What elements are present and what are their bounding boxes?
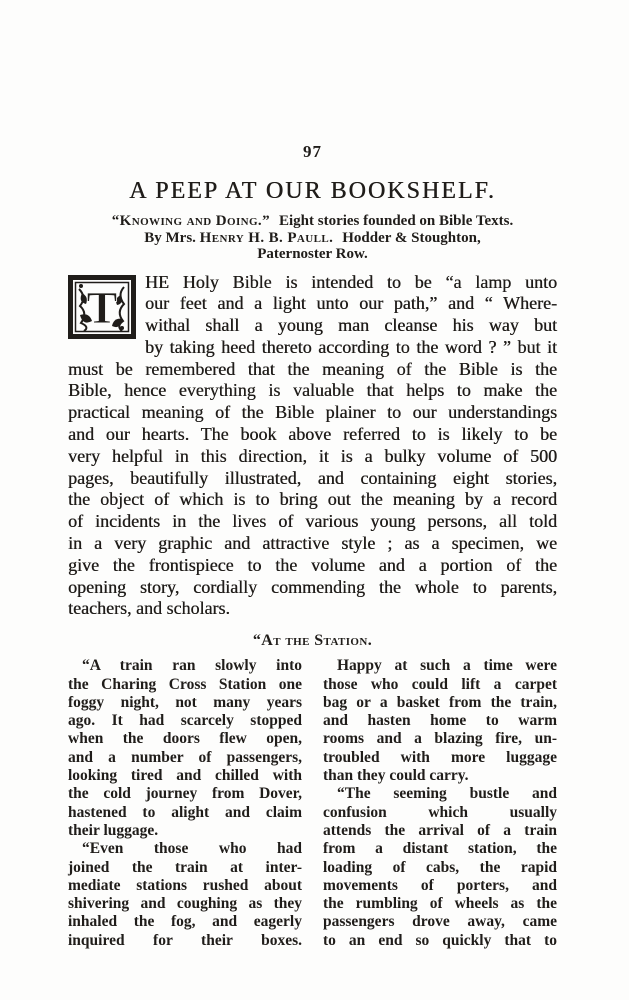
text-line: Bible, hence everything is valuable that helps to make the xyxy=(68,380,557,401)
text-line: passengers drove away, came xyxy=(323,913,557,931)
author-name: Henry H. B. Paull. xyxy=(199,229,334,246)
text-line: loading of cabs, the rapid xyxy=(323,858,557,876)
text-line: of incidents in the lives of various young persons, all told xyxy=(68,511,557,532)
text-line: very helpful in this direction, it is a bulky volume of 500 xyxy=(68,445,557,466)
text-line: bag or a basket from the train, xyxy=(323,693,557,711)
text-line: troubled with more luggage xyxy=(323,748,557,766)
text-line: in a very graphic and attractive style ; as a specimen, we xyxy=(68,533,557,554)
review-header-line2 xyxy=(68,230,557,247)
text-line: pages, beautifully illustrated, and containing eight stories, xyxy=(68,467,557,488)
paragraph xyxy=(323,785,557,950)
text-line: from a distant station, the xyxy=(323,840,557,858)
text-line: hastened to alight and claim xyxy=(68,803,302,821)
review-header-line1 xyxy=(68,213,557,230)
text-line: opening story, cordially commending the whole to parents, xyxy=(68,576,557,597)
text-line: joined the train at inter- xyxy=(68,858,302,876)
publisher-address: Paternoster Row. xyxy=(257,246,368,262)
text-line: practical meaning of the Bible plainer to our understandings xyxy=(68,402,557,423)
text-line: the rumbling of wheels as the xyxy=(323,895,557,913)
text-line: looking tired and chilled with xyxy=(68,767,302,785)
book-description: Eight stories founded on Bible Texts. xyxy=(278,213,514,229)
publisher-name: Hodder & Stoughton, xyxy=(342,229,481,246)
text-line: mediate stations rushed about xyxy=(68,876,302,894)
drop-cap-T-icon xyxy=(68,275,136,339)
text-line: their luggage. xyxy=(68,821,159,839)
section-heading: “At the Station. xyxy=(252,632,373,650)
text-line: the object of which is to bring out the meaning by a record xyxy=(68,489,557,510)
text-line: ago. It had scarcely stopped xyxy=(68,712,302,730)
text-line: foggy night, not many years xyxy=(68,693,302,711)
text-line: and our hearts. The book above referred to is likely to be xyxy=(68,424,557,445)
text-line: “Even those who had xyxy=(82,840,302,858)
intro-lines xyxy=(68,272,557,621)
text-line: to an end so quickly that to xyxy=(323,931,557,949)
drop-cap-letter: T xyxy=(86,281,118,333)
two-column-excerpt xyxy=(68,657,557,950)
page-content xyxy=(68,0,557,950)
text-line: teachers, and scholars. xyxy=(68,598,230,619)
text-line: HE Holy Bible is intended to be “a lamp unto xyxy=(145,271,557,292)
text-line: inhaled the fog, and eagerly xyxy=(68,913,302,931)
text-line: shivering and coughing as they xyxy=(68,895,302,913)
text-line: Happy at such a time were xyxy=(337,657,557,675)
paragraph xyxy=(323,657,557,785)
text-line: rooms and a blazing fire, un- xyxy=(323,730,557,748)
review-header xyxy=(68,213,557,263)
text-line: and a number of passengers, xyxy=(68,748,302,766)
text-line: our feet and a light unto our path,” and “ Where- xyxy=(145,293,557,314)
text-line: than they could carry. xyxy=(323,767,469,785)
text-line: give the frontispiece to the volume and a portion of the xyxy=(68,554,557,575)
text-line: those who could lift a carpet xyxy=(323,675,557,693)
page-number: 97 xyxy=(303,142,322,161)
text-line: movements of porters, and xyxy=(323,876,557,894)
paragraph xyxy=(68,840,302,950)
left-column xyxy=(68,657,302,950)
paragraph xyxy=(68,657,302,840)
text-line: the cold journey from Dover, xyxy=(68,785,302,803)
text-line: by taking heed thereto according to the word ? ” but it xyxy=(145,336,557,357)
book-title: “Knowing and Doing.” xyxy=(111,213,270,229)
intro-paragraph xyxy=(68,272,557,621)
byline-prefix: By Mrs. xyxy=(144,229,196,246)
text-line: confusion which usually xyxy=(323,803,557,821)
text-line: and hasten home to warm xyxy=(323,712,557,730)
article-title: A PEEP AT OUR BOOKSHELF. xyxy=(129,178,496,204)
text-line: must be remembered that the meaning of the Bible is the xyxy=(68,358,557,379)
text-line: attends the arrival of a train xyxy=(323,821,557,839)
text-line: “A train ran slowly into xyxy=(82,657,302,675)
right-column xyxy=(323,657,557,950)
text-line: withal shall a young man cleanse his way but xyxy=(145,315,557,336)
text-line: “The seeming bustle and xyxy=(337,785,557,803)
text-line: inquired for their boxes. xyxy=(68,931,302,949)
text-line: when the doors flew open, xyxy=(68,730,302,748)
text-line: the Charing Cross Station one xyxy=(68,675,302,693)
